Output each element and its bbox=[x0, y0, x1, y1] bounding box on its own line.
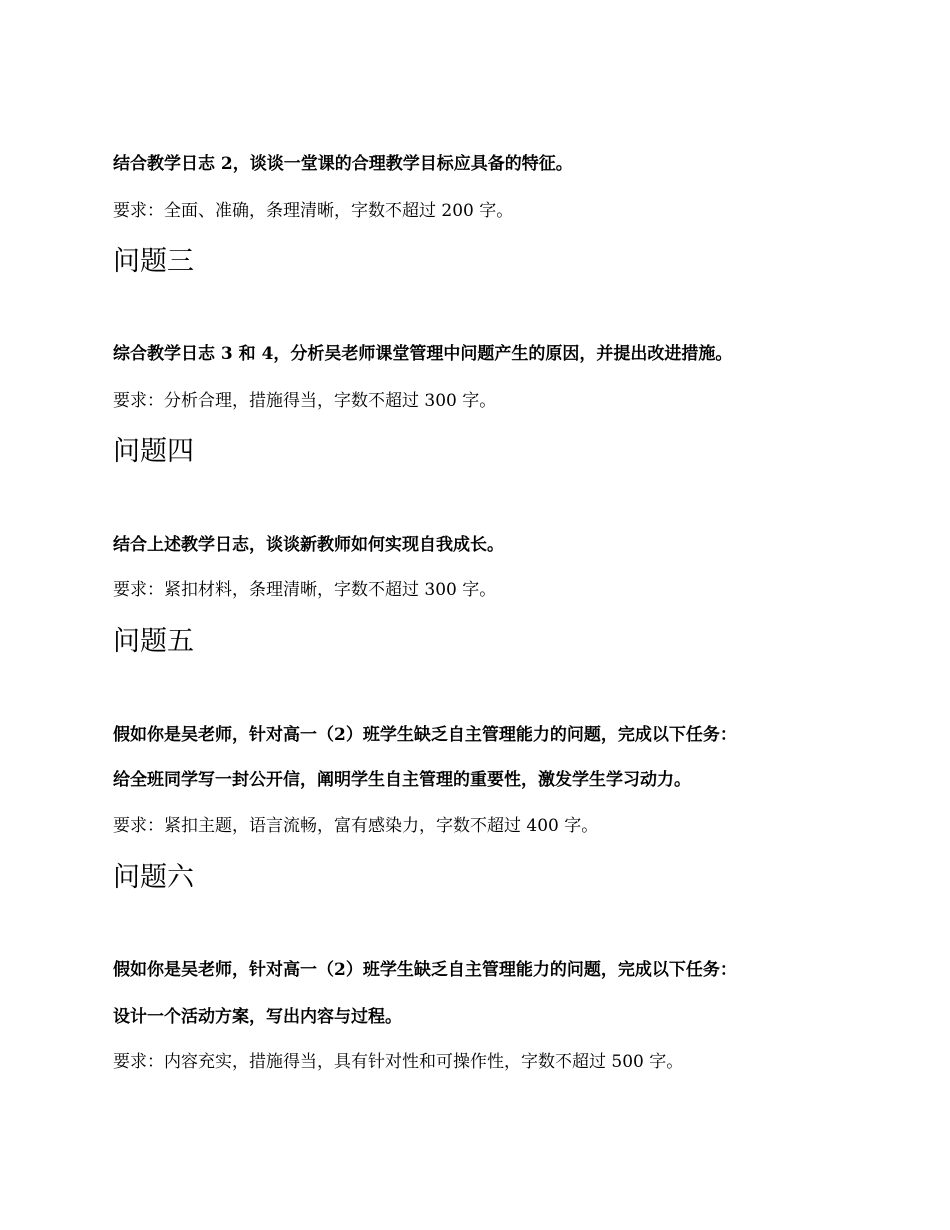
question-prompt: 假如你是吴老师，针对高一（2）班学生缺乏自主管理能力的问题，完成以下任务： bbox=[113, 960, 737, 980]
question-prompt: 给全班同学写一封公开信，阐明学生自主管理的重要性，激发学生学习动力。 bbox=[113, 770, 691, 790]
question-prompt: 设计一个活动方案，写出内容与过程。 bbox=[113, 1007, 402, 1027]
question-prompt: 综合教学日志 3 和 4，分析吴老师课堂管理中问题产生的原因，并提出改进措施。 bbox=[113, 344, 733, 364]
question-requirement: 要求：分析合理，措施得当，字数不超过 300 字。 bbox=[113, 391, 497, 411]
question-heading: 问题四 bbox=[113, 436, 194, 467]
question-heading: 问题六 bbox=[113, 862, 194, 893]
question-requirement: 要求：内容充实，措施得当，具有针对性和可操作性，字数不超过 500 字。 bbox=[113, 1052, 684, 1072]
question-requirement: 要求：全面、准确，条理清晰，字数不超过 200 字。 bbox=[113, 201, 514, 221]
question-heading: 问题三 bbox=[113, 246, 194, 277]
question-heading: 问题五 bbox=[113, 626, 194, 657]
question-requirement: 要求：紧扣主题，语言流畅，富有感染力，字数不超过 400 字。 bbox=[113, 816, 599, 836]
question-prompt: 假如你是吴老师，针对高一（2）班学生缺乏自主管理能力的问题，完成以下任务： bbox=[113, 725, 737, 745]
question-requirement: 要求：紧扣材料，条理清晰，字数不超过 300 字。 bbox=[113, 580, 497, 600]
question-prompt: 结合教学日志 2，谈谈一堂课的合理教学目标应具备的特征。 bbox=[113, 154, 573, 174]
question-prompt: 结合上述教学日志，谈谈新教师如何实现自我成长。 bbox=[113, 535, 504, 555]
